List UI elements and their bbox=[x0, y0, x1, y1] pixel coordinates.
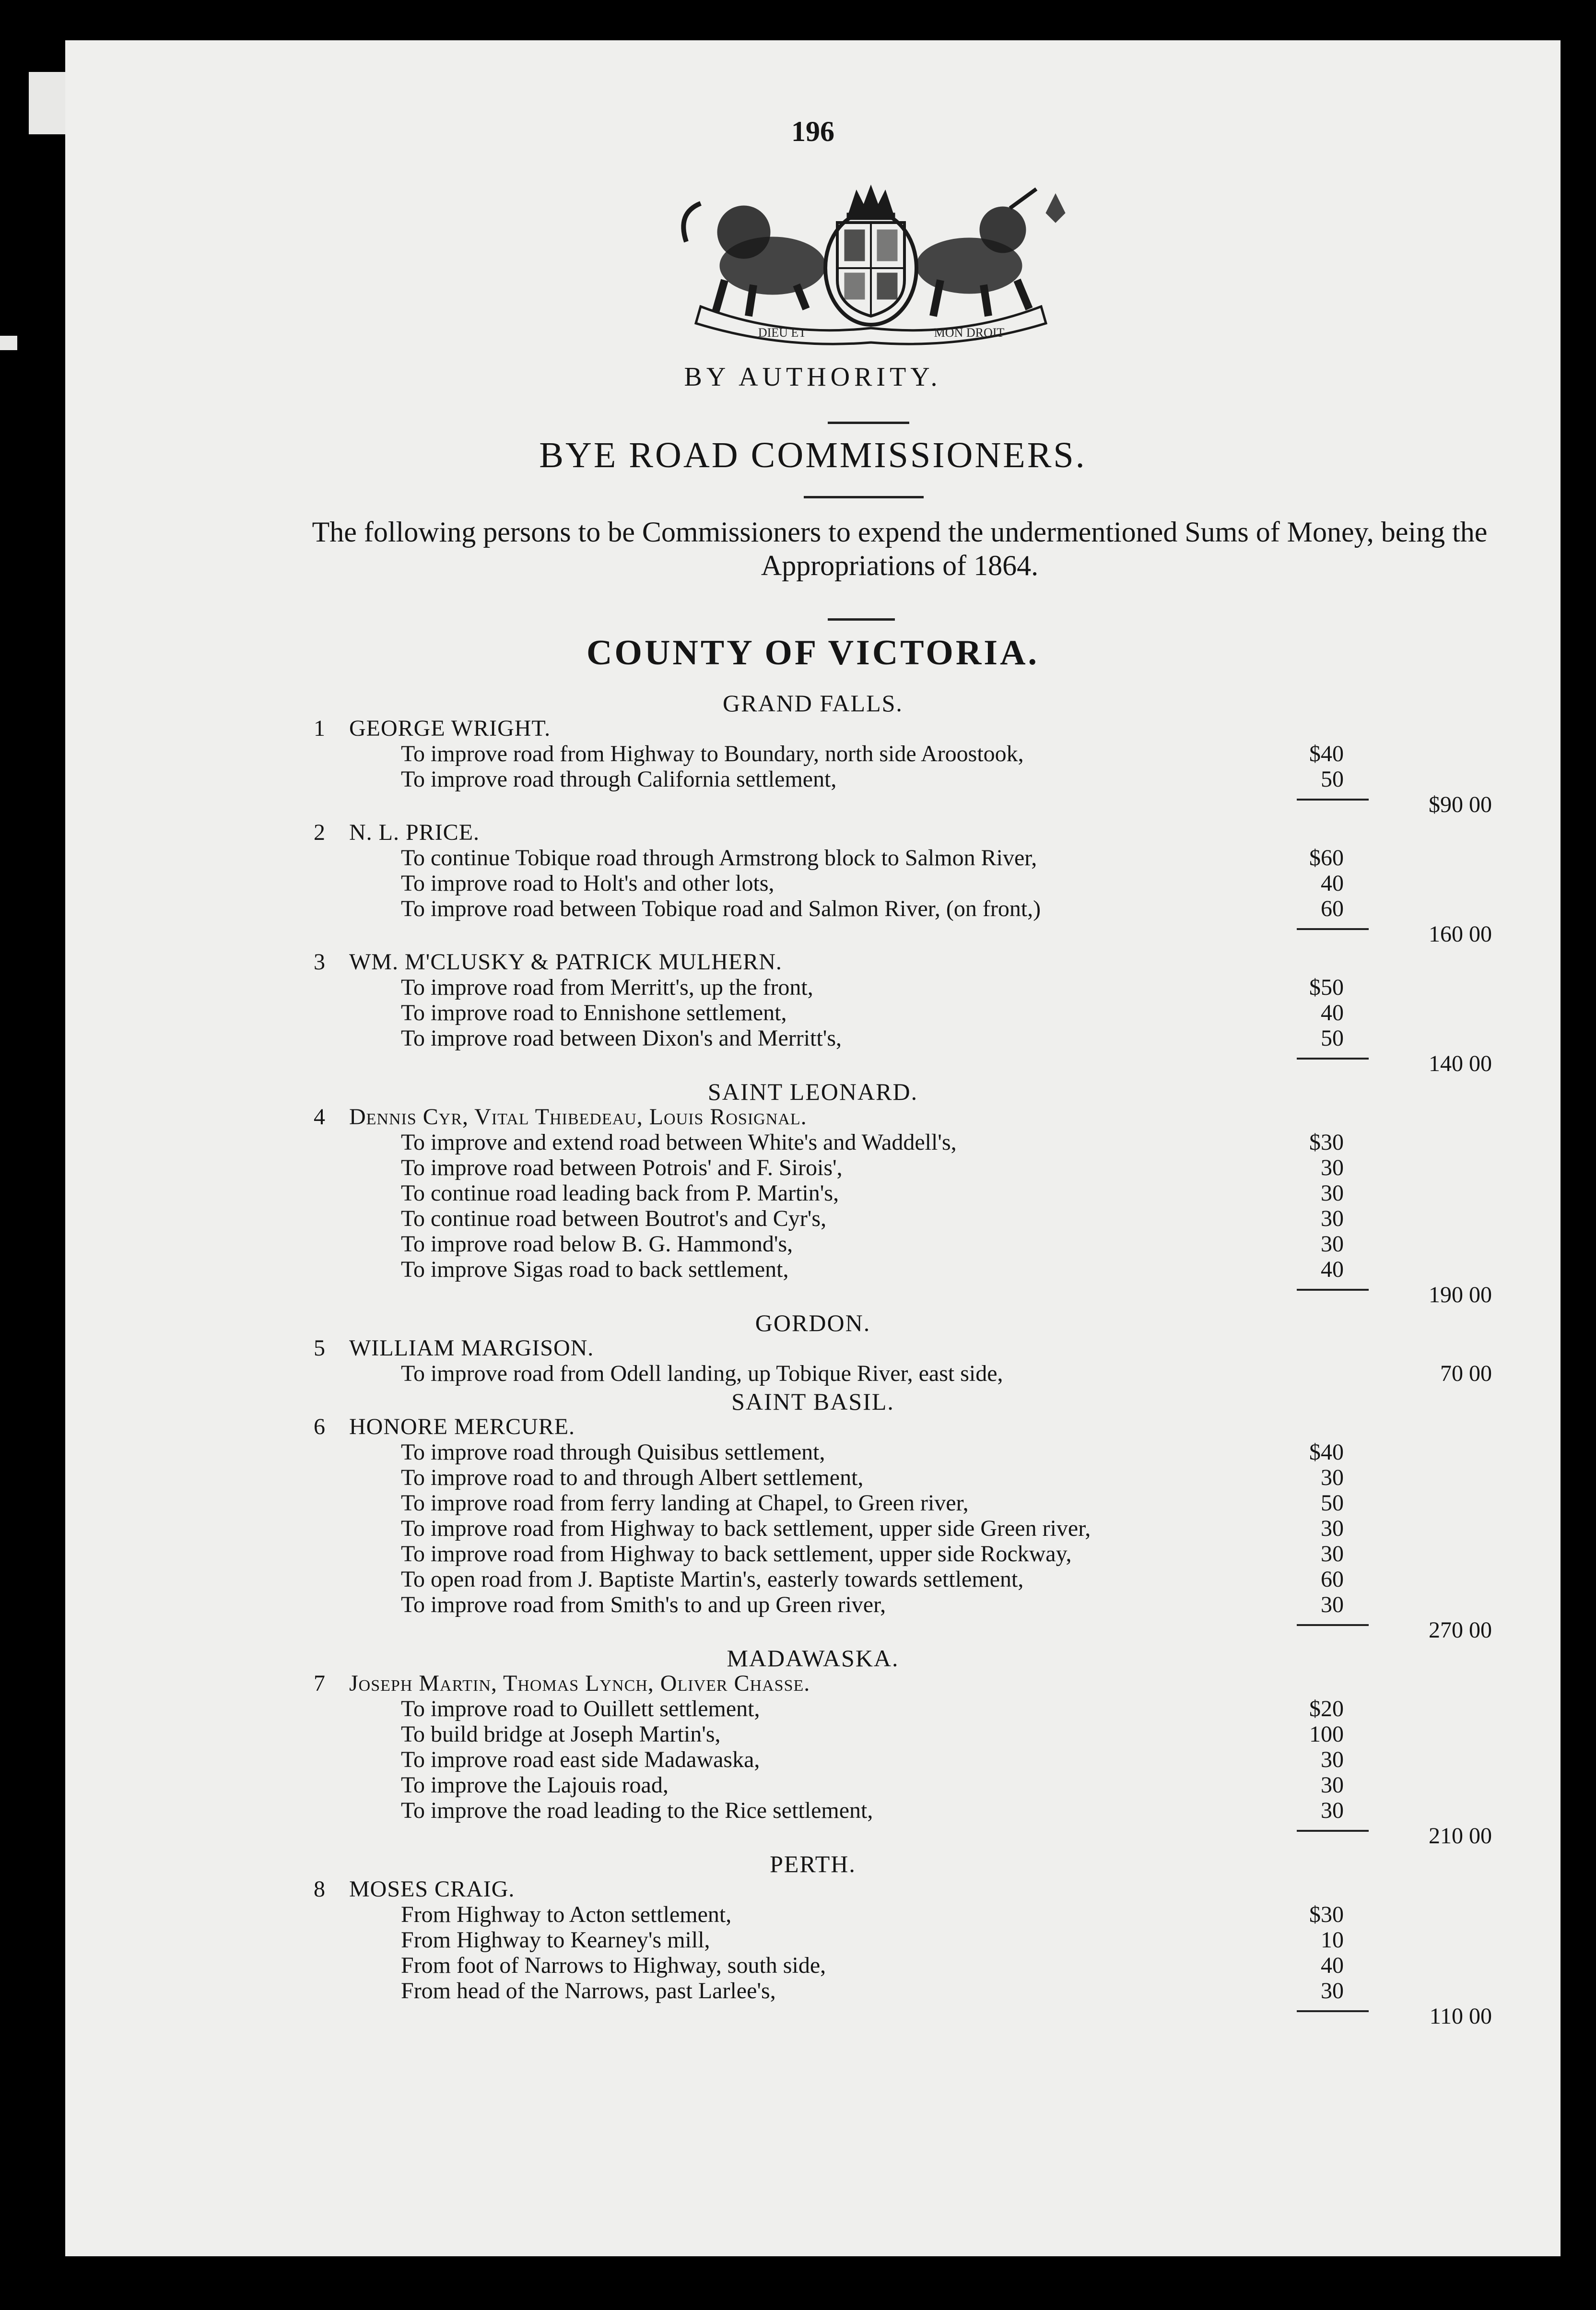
total-row bbox=[65, 921, 1561, 947]
appropriation-item bbox=[65, 845, 1561, 871]
item-amount: 60 bbox=[1321, 896, 1344, 921]
item-description: To continue road leading back from P. Martin's, bbox=[401, 1180, 839, 1206]
total-rule bbox=[1297, 928, 1369, 930]
parish-heading: MADAWASKA. bbox=[727, 1645, 899, 1672]
parish-heading-row bbox=[65, 690, 1561, 716]
item-description: To open road from J. Baptiste Martin's, easterly towards settlement, bbox=[401, 1567, 1024, 1592]
item-description: To improve road through California settlement, bbox=[401, 766, 837, 792]
commissioner-names: N. L. PRICE. bbox=[349, 820, 480, 845]
commissioner-row bbox=[65, 820, 1561, 846]
commissioner-row bbox=[65, 716, 1561, 742]
item-description: To improve road from Odell landing, up Tobique River, east side, bbox=[401, 1361, 1003, 1386]
item-amount: $30 bbox=[1309, 1130, 1344, 1155]
item-description: To improve the road leading to the Rice settlement, bbox=[401, 1798, 873, 1823]
commissioner-names: WILLIAM MARGISON. bbox=[349, 1335, 594, 1361]
item-amount: 100 bbox=[1309, 1721, 1344, 1747]
item-description: To improve road from Highway to back settlement, upper side Rockway, bbox=[401, 1541, 1072, 1567]
item-amount: 30 bbox=[1321, 1465, 1344, 1490]
royal-coat-of-arms-icon bbox=[672, 184, 1070, 350]
item-amount: 50 bbox=[1321, 766, 1344, 792]
appropriation-item bbox=[65, 1747, 1561, 1773]
item-description: From Highway to Acton settlement, bbox=[401, 1902, 732, 1927]
item-description: To build bridge at Joseph Martin's, bbox=[401, 1721, 721, 1747]
entry-total: 110 00 bbox=[1429, 2004, 1492, 2029]
appropriation-item bbox=[65, 1953, 1561, 1979]
commissioner-row bbox=[65, 1876, 1561, 1902]
divider bbox=[828, 618, 895, 621]
item-description: To improve the Lajouis road, bbox=[401, 1772, 669, 1798]
item-amount: 60 bbox=[1321, 1567, 1344, 1592]
appropriation-item bbox=[65, 1927, 1561, 1953]
parish-heading-row bbox=[65, 1645, 1561, 1671]
entry-number: 1 bbox=[314, 716, 325, 741]
item-amount: 30 bbox=[1321, 1798, 1344, 1823]
appropriation-item bbox=[65, 871, 1561, 896]
item-description: From foot of Narrows to Highway, south side, bbox=[401, 1953, 826, 1978]
item-description: To improve road from ferry landing at Chapel, to Green river, bbox=[401, 1490, 969, 1516]
item-description: To improve road between Dixon's and Merritt's, bbox=[401, 1025, 842, 1051]
document-title: BYE ROAD COMMISSIONERS. bbox=[539, 435, 1087, 475]
appropriation-item bbox=[65, 1206, 1561, 1232]
appropriation-item bbox=[65, 1025, 1561, 1051]
item-description: To improve and extend road between White's and Waddell's, bbox=[401, 1130, 957, 1155]
item-description: To improve road to Ouillett settlement, bbox=[401, 1696, 760, 1721]
entry-number: 6 bbox=[314, 1414, 325, 1439]
item-amount: $30 bbox=[1309, 1902, 1344, 1927]
commissioner-names: GEORGE WRIGHT. bbox=[349, 716, 551, 741]
appropriation-item bbox=[65, 766, 1561, 792]
commissioner-row bbox=[65, 1104, 1561, 1130]
page-edge-tab bbox=[29, 72, 65, 134]
entry-number: 2 bbox=[314, 820, 325, 845]
appropriation-item bbox=[65, 1257, 1561, 1283]
entry-number: 3 bbox=[314, 949, 325, 975]
item-amount: 30 bbox=[1321, 1231, 1344, 1257]
item-description: To continue Tobique road through Armstrong block to Salmon River, bbox=[401, 845, 1037, 871]
commissioner-row bbox=[65, 949, 1561, 975]
commissioner-names: Dennis Cyr, Vital Thibedeau, Louis Rosignal. bbox=[349, 1104, 807, 1130]
appropriation-item bbox=[65, 1361, 1561, 1387]
appropriation-item bbox=[65, 1696, 1561, 1722]
item-amount: 30 bbox=[1321, 1541, 1344, 1567]
item-amount: 50 bbox=[1321, 1490, 1344, 1516]
appropriation-item bbox=[65, 1772, 1561, 1798]
commissioner-row bbox=[65, 1414, 1561, 1440]
total-rule bbox=[1297, 799, 1369, 801]
item-description: To improve road to Ennishone settlement, bbox=[401, 1000, 787, 1025]
total-row bbox=[65, 1823, 1561, 1849]
total-row bbox=[65, 792, 1561, 818]
item-amount: 30 bbox=[1321, 1155, 1344, 1180]
item-amount: 30 bbox=[1321, 1747, 1344, 1772]
item-description: To improve road to Holt's and other lots, bbox=[401, 871, 775, 896]
item-amount: 30 bbox=[1321, 1592, 1344, 1617]
entry-total: 140 00 bbox=[1429, 1051, 1492, 1076]
parish-heading: GRAND FALLS. bbox=[723, 690, 903, 717]
item-description: To improve road below B. G. Hammond's, bbox=[401, 1231, 793, 1257]
entry-total: 160 00 bbox=[1429, 921, 1492, 947]
entry-total: 270 00 bbox=[1429, 1617, 1492, 1643]
item-amount: $60 bbox=[1309, 845, 1344, 871]
item-description: To improve Sigas road to back settlement, bbox=[401, 1257, 789, 1282]
parish-heading: GORDON. bbox=[755, 1309, 871, 1336]
total-rule bbox=[1297, 1624, 1369, 1626]
parish-heading: PERTH. bbox=[770, 1850, 856, 1877]
item-amount: 30 bbox=[1321, 1206, 1344, 1231]
item-amount: 40 bbox=[1321, 871, 1344, 896]
appropriation-item bbox=[65, 896, 1561, 922]
item-amount: $50 bbox=[1309, 975, 1344, 1000]
commissioner-row bbox=[65, 1335, 1561, 1361]
divider bbox=[804, 496, 924, 498]
item-description: To improve road from Merritt's, up the front, bbox=[401, 975, 813, 1000]
item-amount: 40 bbox=[1321, 1953, 1344, 1978]
commissioner-row bbox=[65, 1671, 1561, 1697]
svg-text:DIEU ET: DIEU ET bbox=[758, 326, 807, 340]
entry-number: 7 bbox=[314, 1671, 325, 1696]
parish-heading: SAINT BASIL. bbox=[731, 1388, 894, 1415]
appropriation-item bbox=[65, 1978, 1561, 2004]
entry-total: 210 00 bbox=[1429, 1823, 1492, 1849]
item-amount: 40 bbox=[1321, 1000, 1344, 1025]
appropriation-item bbox=[65, 1000, 1561, 1026]
item-amount: 10 bbox=[1321, 1927, 1344, 1953]
appropriation-item bbox=[65, 1721, 1561, 1747]
appropriation-item bbox=[65, 741, 1561, 767]
entry-total: 190 00 bbox=[1429, 1282, 1492, 1308]
appropriation-item bbox=[65, 1567, 1561, 1592]
total-rule bbox=[1297, 1058, 1369, 1060]
item-amount: 40 bbox=[1321, 1257, 1344, 1282]
commissioner-names: MOSES CRAIG. bbox=[349, 1876, 515, 1902]
commissioner-names: HONORE MERCURE. bbox=[349, 1414, 575, 1439]
commissioner-names: Joseph Martin, Thomas Lynch, Oliver Chasse. bbox=[349, 1671, 810, 1696]
item-amount: $20 bbox=[1309, 1696, 1344, 1721]
parish-heading-row bbox=[65, 1079, 1561, 1105]
total-rule bbox=[1297, 1289, 1369, 1291]
total-row bbox=[65, 2004, 1561, 2029]
entry-number: 4 bbox=[314, 1104, 325, 1130]
appropriation-item bbox=[65, 1490, 1561, 1516]
total-rule bbox=[1297, 2010, 1369, 2012]
appropriation-item bbox=[65, 1155, 1561, 1181]
appropriation-item bbox=[65, 1516, 1561, 1542]
intro-paragraph: The following persons to be Commissioners to expend the undermentioned Sums of Money, being the Appropriations of 1864. bbox=[312, 516, 1488, 581]
item-description: To continue road between Boutrot's and Cyr's, bbox=[401, 1206, 827, 1231]
item-description: From head of the Narrows, past Larlee's, bbox=[401, 1978, 776, 2004]
item-description: To improve road from Highway to back settlement, upper side Green river, bbox=[401, 1516, 1091, 1541]
appropriation-item bbox=[65, 1592, 1561, 1618]
appropriation-item bbox=[65, 1130, 1561, 1155]
item-amount: $40 bbox=[1309, 1439, 1344, 1465]
total-row bbox=[65, 1051, 1561, 1077]
item-description: To improve road between Potrois' and F. Sirois', bbox=[401, 1155, 843, 1180]
commissioner-names: WM. M'CLUSKY & PATRICK MULHERN. bbox=[349, 949, 782, 975]
item-description: To improve road east side Madawaska, bbox=[401, 1747, 760, 1772]
parish-heading: SAINT LEONARD. bbox=[707, 1078, 918, 1105]
page-number: 196 bbox=[791, 116, 834, 147]
appropriation-item bbox=[65, 1180, 1561, 1206]
entry-number: 5 bbox=[314, 1335, 325, 1361]
total-rule bbox=[1297, 1830, 1369, 1832]
divider bbox=[828, 422, 909, 424]
by-authority-heading: BY AUTHORITY. bbox=[684, 362, 942, 392]
appropriation-item bbox=[65, 1465, 1561, 1491]
appropriation-item bbox=[65, 975, 1561, 1001]
item-description: To improve road to and through Albert settlement, bbox=[401, 1465, 864, 1490]
document-page bbox=[65, 40, 1561, 2256]
item-description: To improve road between Tobique road and Salmon River, (on front,) bbox=[401, 896, 1041, 921]
appropriation-item bbox=[65, 1902, 1561, 1928]
item-description: From Highway to Kearney's mill, bbox=[401, 1927, 710, 1953]
entry-number: 8 bbox=[314, 1876, 325, 1902]
entry-total: $90 00 bbox=[1429, 792, 1492, 817]
item-amount: $40 bbox=[1309, 741, 1344, 766]
item-amount: 30 bbox=[1321, 1772, 1344, 1798]
item-description: To improve road through Quisibus settlement, bbox=[401, 1439, 825, 1465]
parish-heading-row bbox=[65, 1389, 1561, 1414]
appropriation-item bbox=[65, 1798, 1561, 1824]
item-amount: 50 bbox=[1321, 1025, 1344, 1051]
total-row bbox=[65, 1282, 1561, 1308]
item-description: To improve road from Smith's to and up Green river, bbox=[401, 1592, 886, 1617]
item-description: To improve road from Highway to Boundary, north side Aroostook, bbox=[401, 741, 1024, 766]
item-amount: 30 bbox=[1321, 1180, 1344, 1206]
item-amount: 30 bbox=[1321, 1978, 1344, 2004]
total-row bbox=[65, 1617, 1561, 1643]
appropriation-item bbox=[65, 1541, 1561, 1567]
svg-text:MON DROIT: MON DROIT bbox=[934, 326, 1005, 340]
county-heading: COUNTY OF VICTORIA. bbox=[586, 633, 1040, 672]
entry-total: 70 00 bbox=[1440, 1361, 1492, 1386]
page-edge-mark bbox=[0, 336, 17, 350]
item-amount: 30 bbox=[1321, 1516, 1344, 1541]
appropriation-item bbox=[65, 1439, 1561, 1465]
parish-heading-row bbox=[65, 1310, 1561, 1336]
parish-heading-row bbox=[65, 1851, 1561, 1877]
appropriation-item bbox=[65, 1231, 1561, 1257]
